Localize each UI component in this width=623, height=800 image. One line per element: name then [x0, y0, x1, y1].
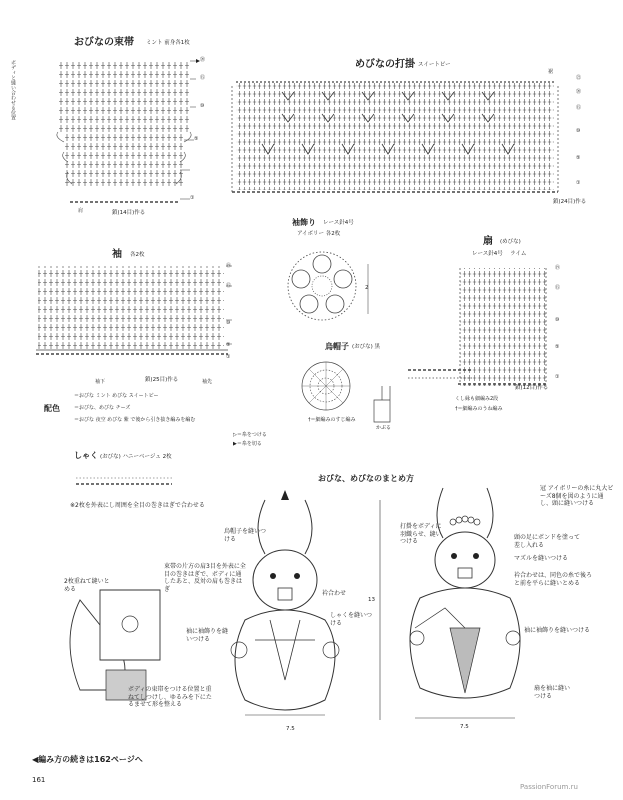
obi-row-label: ⑳ [200, 57, 206, 63]
obi-assembly-note: 袖に袖飾りを縫いつける [186, 628, 229, 643]
sleeve-title: 袖 [112, 249, 122, 260]
obi-side-note: ボディと縫い合わせる位置 [10, 60, 16, 120]
sleeve-row-label: ⑤ [226, 342, 231, 348]
eboshi-subtitle: (おびな) 黒 [352, 344, 381, 350]
obi-assembly-note: 烏帽子を縫いつける [224, 528, 267, 543]
ogi-chart [452, 262, 562, 392]
obi-base-label: 鎖(14目)作る [112, 210, 146, 216]
eboshi-title: 烏帽子 [325, 342, 349, 351]
obi-chart [40, 52, 205, 217]
mebi-assembly-note: 袖に袖飾りを縫いつける [524, 627, 591, 634]
height-dimension [375, 500, 385, 720]
sleeve-row-label: ① [226, 354, 231, 360]
uchikake-subtitle: スイートピー [418, 62, 451, 68]
eboshi-chart [296, 356, 476, 426]
sleeve-subtitle: 各2枚 [130, 252, 145, 258]
obi-start-label: 肩 [78, 208, 84, 214]
ogi-base-label: 鎖(12目)作る [515, 385, 549, 391]
obi-row-label: ⑩ [200, 103, 205, 109]
eboshi-legend: †＝細編みのすじ編み [308, 417, 356, 423]
ogi-subtitle: (めびな) [500, 239, 521, 245]
mebi-assembly-note: 冠 アイボリーの糸に丸大ビーズ8個を図のように通し、頭に縫いつける [540, 485, 614, 507]
obi-assembly-note: しゃくを縫いつける [330, 612, 373, 627]
assembly-left-note: ボディの束帯をつける位置と重ねてしつけし、ゆるみを下にたるませて形を整える [128, 686, 212, 708]
colors-label: 配色 [44, 404, 60, 413]
obina-width: 7.5 [286, 726, 295, 732]
ogi-note: くし縁も細編み2段 [455, 396, 499, 402]
uchikake-row-label: ⑤ [576, 155, 581, 161]
sodekazari-subtitle: レース針4号 [323, 220, 354, 226]
mebi-assembly-note: 衿合わせは、同色の糸で後ろと前を平らに縫いとめる [514, 572, 593, 587]
mebina-illustration [395, 478, 535, 728]
sodekazari-color: アイボリー 各2枚 [297, 231, 341, 237]
uchikake-row-label: ⑩ [576, 128, 581, 134]
mebi-assembly-note: マズルを縫いつける [514, 555, 569, 562]
mebi-assembly-note: 扇を袖に縫いつける [534, 685, 571, 700]
sleeve-row-label: ⑲ [226, 263, 232, 269]
assembly-left-note: 2枚重ねて縫いとめる [64, 578, 110, 593]
obi-assembly-note: 衿合わせ [322, 590, 347, 597]
colors-line: ＝おびな、めびな チーズ [74, 405, 131, 411]
shaku-chart [68, 472, 178, 494]
sleeve-row-label: ⑮ [226, 283, 232, 289]
shaku-title: しゃく [74, 451, 98, 460]
obi-subtitle: ミント 前身各1枚 [146, 40, 190, 46]
sleeve-left-label: 袖下 [95, 379, 106, 385]
ogi-title: 扇 [483, 236, 493, 247]
ogi-row-label: ⑩ [555, 317, 560, 323]
ogi-row-label: ⑤ [555, 344, 560, 350]
sleeve-chart [30, 260, 240, 365]
ogi-row-label: ⑲ [555, 265, 561, 271]
ogi-note: †＝細編みのうね編み [455, 406, 503, 412]
sodekazari-title: 袖飾り [292, 218, 316, 227]
obi-row-label: ⑮ [200, 75, 206, 81]
mebi-assembly-note: 頭の足にボンドを塗って差し入れる [514, 534, 581, 549]
ogi-row-label: ① [555, 374, 560, 380]
eboshi-fold-label: かぶる [376, 425, 392, 431]
watermark: PassionForum.ru [520, 783, 578, 791]
uchikake-row-label: ⑮ [576, 105, 582, 111]
obi-assembly-note: 束帯の片方の肩3目を外表に全目の巻きはぎで、ボディに通したあと、反対の肩も巻きはぎ [164, 563, 246, 593]
sodekazari-motif [282, 244, 372, 334]
obi-row-label: ⑤ [194, 136, 199, 142]
sleeve-right-label: 袖先 [202, 379, 213, 385]
uchikake-row-label: ⑳ [576, 89, 582, 95]
sleeve-row-label: ⑩ [226, 320, 231, 326]
uchikake-row-label: ㉒ [576, 75, 582, 81]
assembly-title: おびな、めびなのまとめ方 [318, 474, 414, 483]
ogi-color: ライム [510, 251, 527, 257]
uchikake-chart [222, 74, 572, 204]
legend-line: ▷＝糸をつける [233, 432, 267, 438]
shaku-note: ※2枚を外表にし周囲を全目の巻きはぎで合わせる [70, 502, 205, 509]
mebina-width: 7.5 [460, 724, 469, 730]
height-dimension-label: 13 [368, 597, 375, 603]
colors-line: ＝おびな 夜空 めびな 紫 で後から引き抜き編みを編む [74, 417, 196, 423]
uchikake-title: めびなの打掛 [355, 59, 415, 70]
sodekazari-dimension: 2 [365, 285, 369, 291]
obi-title: おびなの束帯 [74, 37, 134, 48]
uchikake-base-label: 鎖(24目)作る [553, 199, 587, 205]
ogi-row-label: ⑮ [555, 285, 561, 291]
sleeve-base-label: 鎖(25目)作る [145, 377, 179, 383]
ogi-hook: レース針4号 [472, 251, 503, 257]
shaku-subtitle: (おびな) ハニーベージュ 2枚 [100, 454, 172, 460]
uchikake-row-label: ① [576, 180, 581, 186]
legend-line: ▶＝糸を切る [233, 441, 262, 447]
obina-illustration [215, 490, 355, 730]
page-number: 161 [32, 776, 46, 784]
footer-link[interactable]: ◀編み方の続きは162ページへ [32, 755, 143, 764]
obi-row-label: ① [190, 195, 195, 201]
colors-line: ＝おびな ミント めびな スイートピー [74, 393, 159, 399]
mebi-assembly-note: 打掛をボディに羽織らせ、縫いつける [400, 523, 442, 545]
uchikake-top-label: 裾 [548, 69, 554, 75]
